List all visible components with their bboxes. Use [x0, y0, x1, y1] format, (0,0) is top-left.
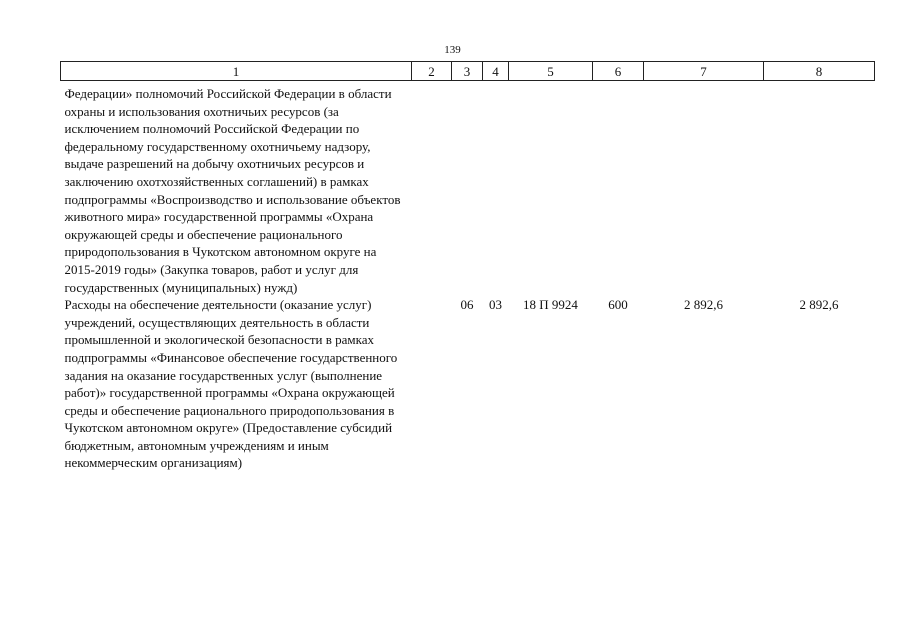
- row-expense-type: 600: [608, 297, 628, 313]
- row-subsection: 03: [489, 297, 502, 313]
- header-col-3: 3: [452, 62, 483, 81]
- row-col-2: [412, 296, 452, 472]
- row-col-3: [452, 81, 483, 297]
- header-col-5: 5: [509, 62, 593, 81]
- header-col-4: 4: [483, 62, 509, 81]
- header-col-1: 1: [61, 62, 412, 81]
- header-row: [61, 62, 875, 81]
- row-target-article: 18 П 9924: [523, 297, 578, 313]
- row-amount-7: 2 892,6: [684, 297, 723, 313]
- header-col-6: 6: [593, 62, 644, 81]
- row-col-4: [483, 81, 509, 297]
- page-number: 139: [444, 44, 461, 56]
- row-col-8: [764, 81, 875, 297]
- row-description: Расходы на обеспечение деятельности (оказание услуг) учреждений, осуществляющих деятельность в области промышленной и экологической безопасности в рамках подпрограммы «Финансовое обеспечение государственного задания на оказание государственных услуг (выполнение работ)» государственной программы «Охрана окружающей среды и обеспечение рационального природопользования в Чукотском автономном округе» (Предоставление субсидий бюджетным, автономным учреждениям и иным некоммерческим организациям): [64, 297, 398, 471]
- row-section: 06: [460, 297, 474, 313]
- table-header: [61, 62, 875, 81]
- row-col-5: [509, 81, 593, 297]
- header-col-2: 2: [412, 62, 452, 81]
- table-row: [61, 81, 875, 297]
- row-col-2: [412, 81, 452, 297]
- row-amount-8: 2 892,6: [799, 297, 839, 313]
- row-col-7: [644, 81, 764, 297]
- header-col-8: 8: [764, 62, 875, 81]
- table-body: [61, 81, 875, 473]
- row-description: Федерации» полномочий Российской Федерации в области охраны и использования охотничьих ресурсов (за исключением полномочий Российской Федерации по федеральному государственному охотничьему надзору, выдаче разрешений на добычу охотничьих ресурсов и заключению охотхозяйственных соглашений) в рамках подпрограммы «Воспроизводство и использование объектов животного мира» государственной программы «Охрана окружающей среды и обеспечение рационального природопользования в Чукотском автономном округе на 2015-2019 годы» (Закупка товаров, работ и услуг для государственных (муниципальных) нужд): [64, 86, 401, 295]
- table-row: [61, 296, 875, 472]
- row-col-6: [593, 81, 644, 297]
- budget-table: [60, 61, 875, 472]
- header-col-7: 7: [644, 62, 764, 81]
